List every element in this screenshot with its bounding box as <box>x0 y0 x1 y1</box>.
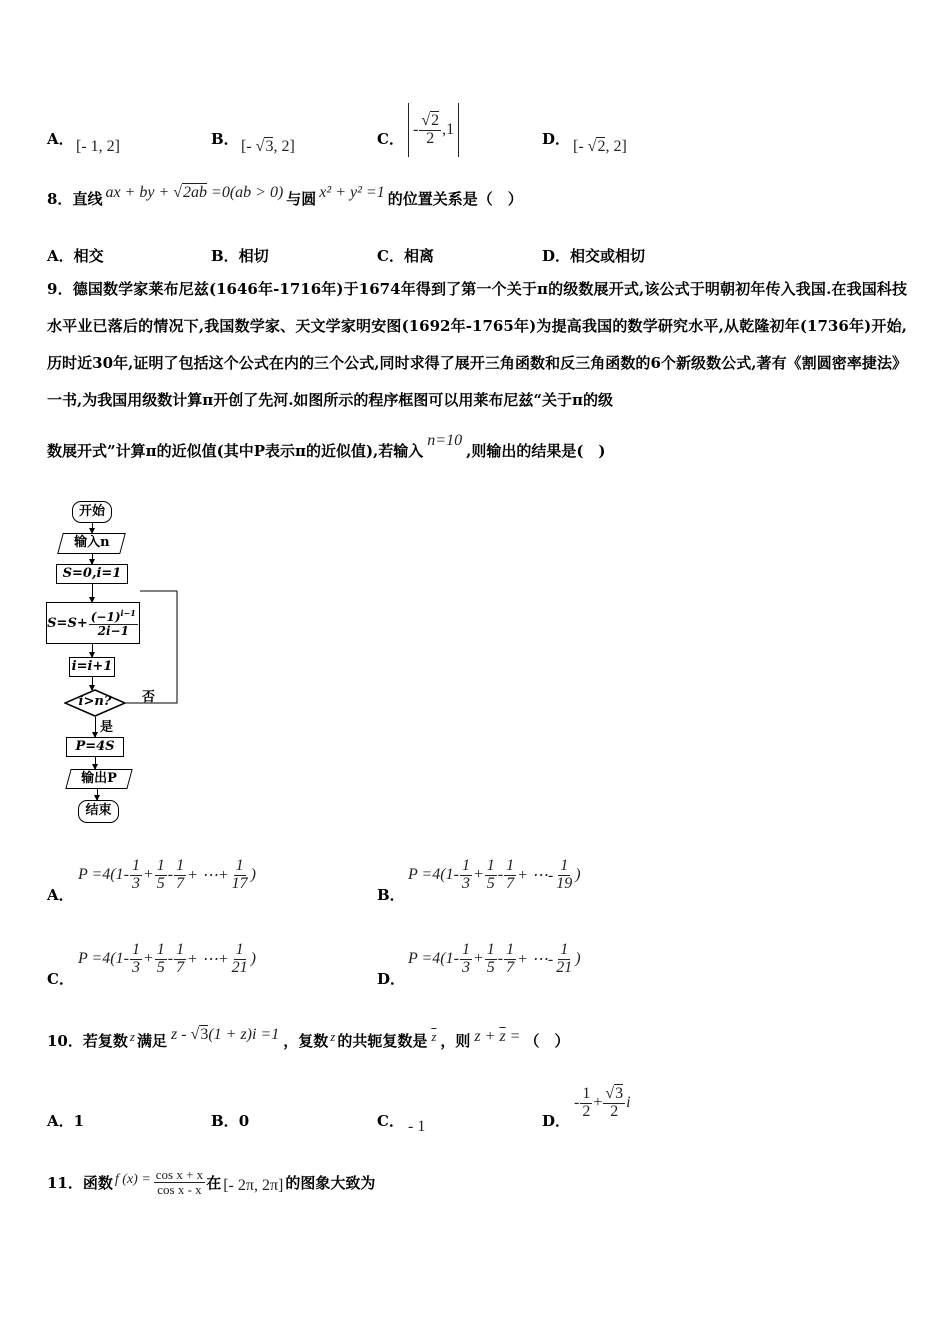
q7-option-d-value: [- √ 2, 2] <box>573 138 627 156</box>
q9-option-a-letter: A． <box>47 886 74 904</box>
flowchart-end: 结束 <box>78 800 119 823</box>
q9-option-b-formula: P =4(1- $\frac{1}{3}$ + $\frac{1}{5}$ - $\frac{1}{7}$ + ⋯- $\frac{1}{19}$ ) <box>408 857 581 892</box>
flowchart-output: 输出P <box>65 769 132 789</box>
q7-option-c-value: - √ $\frac{2}{2}$ ,1 <box>408 103 459 157</box>
q7-option-d-letter: D． <box>542 130 571 148</box>
q9-option-d-formula: P =4(1- $\frac{1}{3}$ + $\frac{1}{5}$ - $\frac{1}{7}$ + ⋯- $\frac{1}{21}$ ) <box>408 941 581 976</box>
q7-option-a-letter: A． <box>47 130 74 148</box>
q8-option-d: D．相交或相切 <box>542 247 646 265</box>
q7-option-b-value: [- √ 3, 2] <box>241 138 295 156</box>
flowchart-input: 输入n <box>57 533 126 554</box>
flowchart-yes-label: 是 <box>100 720 114 735</box>
q7-option-b-letter: B． <box>211 130 239 148</box>
q10-option-a: A．1 <box>47 1112 85 1130</box>
q8-option-c: C．相离 <box>377 247 434 265</box>
q10-option-c-letter: C． <box>377 1112 404 1130</box>
q9-stem-end: 数展开式”计算π的近似值(其中P表示π的近似值),若输入 n=10 ,则输出的结果是( ) <box>47 431 606 460</box>
q10-option-d-letter: D． <box>542 1112 571 1130</box>
q7-option-c-letter: C． <box>377 130 404 148</box>
flowchart-init: S=0,i=1 <box>56 564 128 584</box>
flowchart-condition: i>n? <box>78 694 112 709</box>
q9-option-d-letter: D． <box>377 970 406 988</box>
flowchart-start: 开始 <box>72 501 112 523</box>
q9-option-c-formula: P =4(1- $\frac{1}{3}$ + $\frac{1}{5}$ - $\frac{1}{7}$ + ⋯+ $\frac{1}{21}$ ) <box>78 941 256 976</box>
q9-option-c-letter: C． <box>47 970 74 988</box>
q8-option-a: A．相交 <box>47 247 104 265</box>
q9-stem: 9．德国数学家莱布尼兹(1646年-1716年)于1674年得到了第一个关于π的级数展开式,该公式于明朝初年传入我国.在我国科技水平业已落后的情况下,我国数学家、天文学家明安图(1692年-1765年)为提高我国的数学研究水平,从乾隆初年(1736年)开始,历时近30年,证明了包括这个公式在内的三个公式,同时求得了展开三角函数和反三角函数的6个新级数公式,著有《割圆密率捷法》一书,为我国用级数计算π开创了先河.如图所示的程序框图可以用莱布尼兹“关于π的级 <box>47 280 908 409</box>
q9-option-a-formula: P =4(1- $\frac{1}{3}$ + $\frac{1}{5}$ - $\frac{1}{7}$ + ⋯+ $\frac{1}{17}$ ) <box>78 857 256 892</box>
q8-option-b: B．相切 <box>211 247 269 265</box>
q10-option-b: B．0 <box>211 1112 250 1130</box>
q10-option-d-value: - $\frac{1}{2}$ + √ $\frac{3}{2}$ i <box>574 1086 631 1121</box>
flowchart-no-label: 否 <box>142 690 156 705</box>
q10-option-c-value: - 1 <box>408 1118 426 1135</box>
flowchart-update: S=S+ $\frac{(-1)^{i-1}}{2i-1}$ <box>46 602 140 644</box>
q11-stem: 11． 函数 f (x) = $\frac{\text{cos x + x}}{\text{cos x - x}}$ 在 [- 2π, 2π] 的图象大致为 <box>47 1167 376 1197</box>
flowchart-assign: P=4S <box>66 737 124 757</box>
q7-option-a-value: [- 1, 2] <box>76 138 120 155</box>
q10-stem: 10． 若复数 z 满足 z - √ 3(1 + z)i =1 ，复数 z 的共轭复数是 $\overline{z}$ ，则 $z + \overline{z}$ = （ ） <box>47 1030 569 1051</box>
q8-stem: 8． 直线 ax + by + √ 2ab =0(ab > 0) 与圆 x² + y² =1 的位置关系是（ ） <box>47 188 523 209</box>
q9-option-b-letter: B． <box>377 886 405 904</box>
flowchart-increment: i=i+1 <box>69 657 115 677</box>
